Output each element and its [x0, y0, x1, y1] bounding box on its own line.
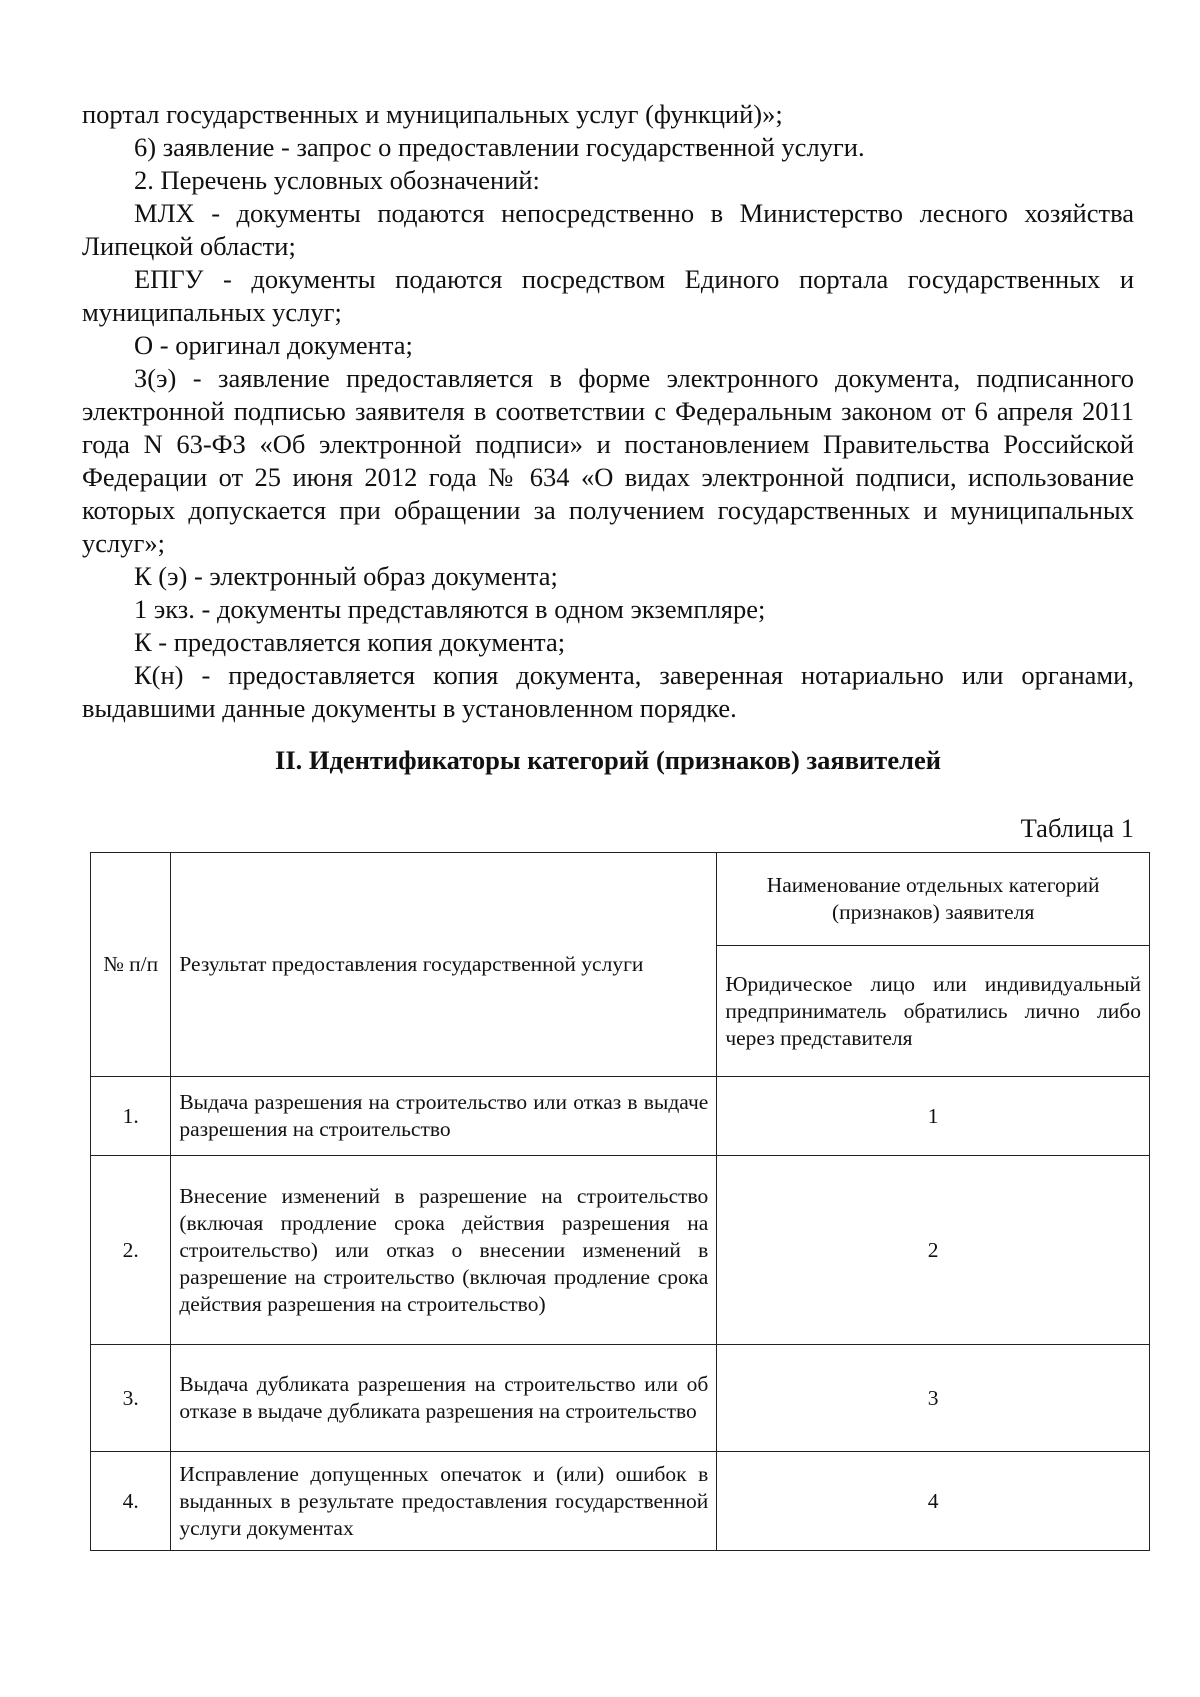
paragraph: 2. Перечень условных обозначений: — [134, 165, 540, 195]
paragraph: К (э) - электронный образ документа; — [134, 561, 558, 591]
paragraph: К(н) - предоставляется копия документа, заверенная нотариально или органами, выдавшими данные документы в установленном порядке. — [82, 660, 1134, 723]
section-heading: II. Идентификаторы категорий (признаков) заявителей — [275, 745, 941, 775]
row-result: Внесение изменений в разрешение на строительство (включая продление срока действия разрешения на строительство) или отказ о внесении изменений в разрешение на строительство (включая продление срока действия разрешения на строительство) — [171, 1156, 717, 1345]
body-text — [82, 98, 1134, 725]
paragraph: портал государственных и муниципальных услуг (функций)»; — [82, 99, 783, 129]
paragraph: 6) заявление - запрос о предоставлении государственной услуги. — [134, 132, 865, 162]
table-caption: Таблица 1 — [1020, 813, 1134, 843]
row-number: 4. — [91, 1452, 171, 1551]
row-number: 3. — [91, 1345, 171, 1452]
paragraph: К - предоставляется копия документа; — [134, 627, 566, 657]
paragraph: О - оригинал документа; — [134, 330, 413, 360]
categories-table — [90, 852, 1150, 1551]
table-row — [91, 1077, 1150, 1156]
row-category-value: 3 — [717, 1345, 1150, 1452]
header-num: № п/п — [91, 853, 171, 1077]
table-row — [91, 1345, 1150, 1452]
paragraph: ЕПГУ - документы подаются посредством Единого портала государственных и муниципальных услуг; — [82, 264, 1134, 327]
row-category-value: 1 — [717, 1077, 1150, 1156]
row-result: Выдача дубликата разрешения на строительство или об отказе в выдаче дубликата разрешения на строительство — [171, 1345, 717, 1452]
table-row — [91, 1452, 1150, 1551]
header-category-sub: Юридическое лицо или индивидуальный предприниматель обратились лично либо через представителя — [717, 946, 1150, 1077]
table-row — [91, 1156, 1150, 1345]
paragraph: 1 экз. - документы представляются в одном экземпляре; — [134, 594, 766, 624]
header-result: Результат предоставления государственной услуги — [171, 853, 717, 1077]
header-category-group: Наименование отдельных категорий (признаков) заявителя — [717, 853, 1150, 946]
paragraph: З(э) - заявление предоставляется в форме электронного документа, подписанного электронной подписью заявителя в соответствии с Федеральным законом от 6 апреля 2011 года N 63-ФЗ «Об электронной подписи» и постановлением Правительства Российской Федерации от 25 июня 2012 года № 634 «О видах электронной подписи, использование которых допускается при обращении за получением государственных и муниципальных услуг»; — [82, 363, 1134, 558]
row-category-value: 4 — [717, 1452, 1150, 1551]
row-category-value: 2 — [717, 1156, 1150, 1345]
row-number: 1. — [91, 1077, 171, 1156]
row-result: Исправление допущенных опечаток и (или) ошибок в выданных в результате предоставления государственной услуги документах — [171, 1452, 717, 1551]
row-result: Выдача разрешения на строительство или отказ в выдаче разрешения на строительство — [171, 1077, 717, 1156]
paragraph: МЛХ - документы подаются непосредственно в Министерство лесного хозяйства Липецкой области; — [82, 198, 1134, 261]
row-number: 2. — [91, 1156, 171, 1345]
